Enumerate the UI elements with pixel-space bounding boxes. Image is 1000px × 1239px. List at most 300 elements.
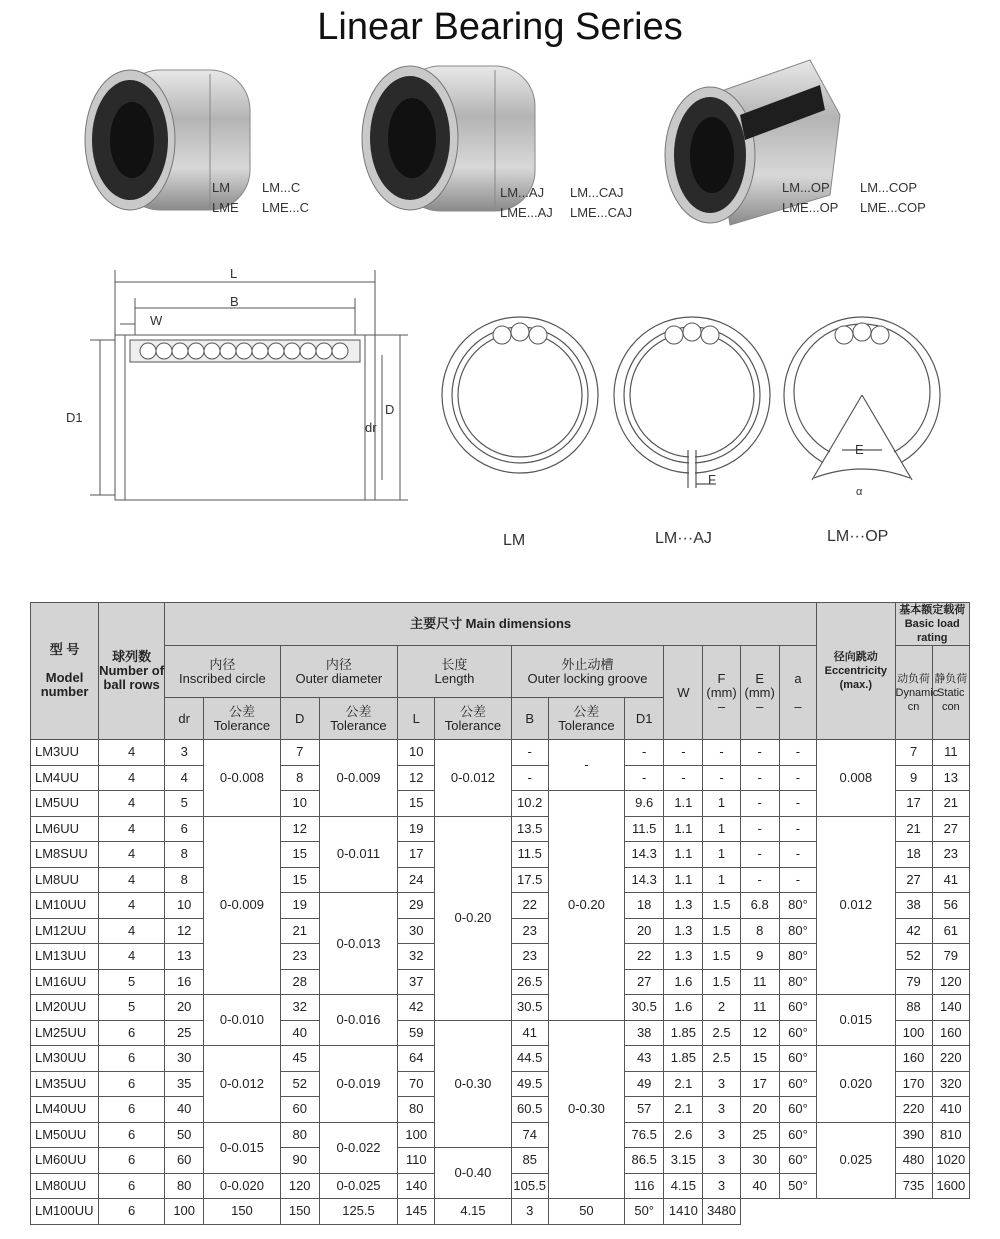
static-load-cell: 79	[932, 944, 969, 970]
dr-cell: 60	[165, 1148, 204, 1174]
eccentricity-cell: 0.020	[817, 1046, 895, 1123]
dynamic-load-cell: 735	[895, 1173, 932, 1199]
model-cell: LM10UU	[31, 893, 99, 919]
dr-cell: 13	[165, 944, 204, 970]
l-cell: 15	[398, 791, 435, 817]
eccentricity-cell: 0.025	[817, 1122, 895, 1199]
b-cell: 13.5	[511, 816, 548, 842]
static-load-cell: 120	[932, 969, 969, 995]
static-load-cell: 1600	[932, 1173, 969, 1199]
a-cell: 60°	[779, 1020, 816, 1046]
header-outer: 内径 Outer diameter	[280, 646, 398, 698]
d1-cell: 76.5	[625, 1122, 664, 1148]
cross-section-lm-aj	[612, 310, 772, 500]
d1-cell: 22	[625, 944, 664, 970]
e-cell: 15	[740, 1046, 779, 1072]
d1-cell: 145	[398, 1199, 435, 1225]
l-cell: 42	[398, 995, 435, 1021]
l-cell: 64	[398, 1046, 435, 1072]
header-a: a –	[779, 646, 816, 740]
d1-cell: 43	[625, 1046, 664, 1072]
eccentricity-cell: 0.015	[817, 995, 895, 1046]
a-cell: 60°	[779, 1148, 816, 1174]
d-cell: 7	[280, 740, 319, 766]
d1-cell: 14.3	[625, 842, 664, 868]
d-tolerance-cell: 0-0.011	[319, 816, 397, 893]
e-cell: -	[740, 842, 779, 868]
dr-cell: 100	[165, 1199, 204, 1225]
b-cell: 23	[511, 918, 548, 944]
e-cell: -	[740, 867, 779, 893]
d-cell: 32	[280, 995, 319, 1021]
static-load-cell: 810	[932, 1122, 969, 1148]
dim-label-dr: dr	[365, 420, 377, 435]
d-cell: 45	[280, 1046, 319, 1072]
dynamic-load-cell: 52	[895, 944, 932, 970]
caption-lm-op: LM···OP	[827, 528, 889, 545]
header-l-tol: 公差 Tolerance	[435, 698, 511, 740]
f-cell: 1	[703, 816, 740, 842]
header-load-rating: 基本额定载荷 Basic load rating	[895, 603, 970, 646]
w-cell: 1.1	[664, 791, 703, 817]
dr-cell: 10	[165, 893, 204, 919]
f-cell: 3	[703, 1148, 740, 1174]
header-groove: 外止动槽 Outer locking groove	[511, 646, 664, 698]
photo2-label-row1: LM...AJ	[500, 185, 545, 200]
e-cell: 50	[548, 1199, 624, 1225]
eccentricity-cell: 0.008	[817, 740, 895, 817]
d-cell: 52	[280, 1071, 319, 1097]
d-cell: 80	[280, 1122, 319, 1148]
f-cell: 1	[703, 791, 740, 817]
dynamic-load-cell: 38	[895, 893, 932, 919]
w-cell: 1.1	[664, 842, 703, 868]
d1-cell: -	[625, 765, 664, 791]
photo2-label-row2b: LME...CAJ	[570, 205, 633, 220]
l-tolerance-cell: 0-0.40	[435, 1148, 511, 1199]
e-cell: 12	[740, 1020, 779, 1046]
l-cell: 80	[398, 1097, 435, 1123]
model-cell: LM16UU	[31, 969, 99, 995]
d-cell: 8	[280, 765, 319, 791]
w-cell: 4.15	[435, 1199, 511, 1225]
e-cell: 11	[740, 995, 779, 1021]
a-cell: -	[779, 740, 816, 766]
d1-cell: 9.6	[625, 791, 664, 817]
d-cell: 28	[280, 969, 319, 995]
w-cell: 1.3	[664, 918, 703, 944]
d-cell: 90	[280, 1148, 319, 1174]
model-cell: LM8UU	[31, 867, 99, 893]
f-cell: 1	[703, 842, 740, 868]
l-cell: 30	[398, 918, 435, 944]
model-cell: LM3UU	[31, 740, 99, 766]
l-tolerance-cell: 0-0.30	[435, 1020, 511, 1148]
ball-rows-cell: 4	[99, 842, 165, 868]
b-tolerance-cell: 0-0.30	[548, 1020, 624, 1199]
a-cell: -	[779, 816, 816, 842]
dr-cell: 6	[165, 816, 204, 842]
e-cell: 40	[740, 1173, 779, 1199]
d-tolerance-cell: 0-0.013	[319, 893, 397, 995]
photo1-label-row1: LM	[212, 180, 231, 195]
w-cell: 1.1	[664, 867, 703, 893]
l-cell: 17	[398, 842, 435, 868]
dr-tolerance-cell: 0-0.020	[204, 1173, 280, 1199]
ball-rows-cell: 6	[99, 1122, 165, 1148]
w-cell: 2.1	[664, 1071, 703, 1097]
l-cell: 59	[398, 1020, 435, 1046]
a-cell: 80°	[779, 893, 816, 919]
header-length: 长度 Length	[398, 646, 511, 698]
dr-tolerance-cell: 0-0.009	[204, 816, 280, 995]
header-static: 静负荷 Static con	[932, 646, 969, 740]
b-cell: 105.5	[511, 1173, 548, 1199]
table-row	[31, 740, 970, 766]
f-cell: 3	[703, 1173, 740, 1199]
d-cell: 15	[280, 842, 319, 868]
f-cell: -	[703, 765, 740, 791]
dim-label-alpha: α	[856, 486, 863, 498]
w-cell: -	[664, 765, 703, 791]
header-dynamic: 动负荷 Dynamic cn	[895, 646, 932, 740]
dynamic-load-cell: 100	[895, 1020, 932, 1046]
d-cell: 120	[280, 1173, 319, 1199]
w-cell: -	[664, 740, 703, 766]
photo3-label-row2b: LME...COP	[860, 200, 926, 215]
dim-label-d: D	[385, 402, 395, 417]
w-cell: 1.85	[664, 1046, 703, 1072]
header-main-dimensions: 主要尺寸 Main dimensions	[165, 603, 817, 646]
ball-rows-cell: 6	[99, 1046, 165, 1072]
ball-rows-cell: 6	[99, 1148, 165, 1174]
model-cell: LM8SUU	[31, 842, 99, 868]
dynamic-load-cell: 220	[895, 1097, 932, 1123]
b-cell: 17.5	[511, 867, 548, 893]
table-row	[31, 1199, 970, 1225]
d1-cell: 27	[625, 969, 664, 995]
dr-cell: 12	[165, 918, 204, 944]
spec-table-head	[31, 603, 970, 740]
header-w: W	[664, 646, 703, 740]
spec-table-body	[31, 740, 970, 1225]
photo1-label-row1b: LM...C	[262, 180, 301, 195]
ball-rows-cell: 6	[99, 1071, 165, 1097]
a-cell: 80°	[779, 918, 816, 944]
l-tolerance-cell: 0-0.20	[435, 816, 511, 1020]
f-cell: 1	[703, 867, 740, 893]
static-load-cell: 41	[932, 867, 969, 893]
f-cell: 3	[511, 1199, 548, 1225]
l-cell: 10	[398, 740, 435, 766]
model-cell: LM80UU	[31, 1173, 99, 1199]
header-f: F (mm) –	[703, 646, 740, 740]
b-cell: 44.5	[511, 1046, 548, 1072]
spec-table	[30, 602, 970, 1225]
d-cell: 60	[280, 1097, 319, 1123]
model-cell: LM6UU	[31, 816, 99, 842]
dynamic-load-cell: 21	[895, 816, 932, 842]
d-tolerance-cell: 0-0.009	[319, 740, 397, 817]
e-cell: 30	[740, 1148, 779, 1174]
header-e: E (mm) –	[740, 646, 779, 740]
dim-label-f: F	[708, 472, 716, 487]
l-cell: 19	[398, 816, 435, 842]
static-load-cell: 1020	[932, 1148, 969, 1174]
dim-label-e: E	[855, 442, 864, 457]
w-cell: 1.3	[664, 944, 703, 970]
a-cell: 60°	[779, 995, 816, 1021]
l-cell: 32	[398, 944, 435, 970]
dr-tolerance-cell: 0-0.012	[204, 1046, 280, 1123]
dynamic-load-cell: 9	[895, 765, 932, 791]
e-cell: -	[740, 740, 779, 766]
page-title: Linear Bearing Series	[317, 6, 683, 48]
dynamic-load-cell: 170	[895, 1071, 932, 1097]
d1-cell: 57	[625, 1097, 664, 1123]
header-d: D	[280, 698, 319, 740]
l-tolerance-cell: 0-0.012	[435, 740, 511, 817]
photo3-label-row2: LME...OP	[782, 200, 839, 215]
d-tolerance-cell: 0-0.019	[319, 1046, 397, 1123]
w-cell: 1.6	[664, 969, 703, 995]
static-load-cell: 13	[932, 765, 969, 791]
header-inscribed: 内径 Inscribed circle	[165, 646, 281, 698]
dr-cell: 3	[165, 740, 204, 766]
photo2-label-row1b: LM...CAJ	[570, 185, 624, 200]
caption-lm: LM	[503, 532, 526, 549]
a-cell: 60°	[779, 1071, 816, 1097]
b-cell: -	[511, 765, 548, 791]
static-load-cell: 23	[932, 842, 969, 868]
caption-lm-aj: LM···AJ	[655, 530, 712, 547]
dynamic-load-cell: 42	[895, 918, 932, 944]
ball-rows-cell: 6	[99, 1173, 165, 1199]
static-load-cell: 27	[932, 816, 969, 842]
f-cell: 3	[703, 1071, 740, 1097]
ball-rows-cell: 4	[99, 893, 165, 919]
d-cell: 19	[280, 893, 319, 919]
w-cell: 1.3	[664, 893, 703, 919]
d-cell: 40	[280, 1020, 319, 1046]
a-cell: 60°	[779, 1097, 816, 1123]
dr-tolerance-cell: 0-0.008	[204, 740, 280, 817]
w-cell: 1.1	[664, 816, 703, 842]
w-cell: 2.1	[664, 1097, 703, 1123]
l-cell: 37	[398, 969, 435, 995]
dr-tolerance-cell: 0-0.010	[204, 995, 280, 1046]
ball-rows-cell: 4	[99, 944, 165, 970]
d1-cell: 38	[625, 1020, 664, 1046]
static-load-cell: 410	[932, 1097, 969, 1123]
dr-cell: 25	[165, 1020, 204, 1046]
b-cell: 10.2	[511, 791, 548, 817]
e-cell: -	[740, 791, 779, 817]
e-cell: 9	[740, 944, 779, 970]
dynamic-load-cell: 27	[895, 867, 932, 893]
f-cell: 3	[703, 1097, 740, 1123]
e-cell: 6.8	[740, 893, 779, 919]
e-cell: 17	[740, 1071, 779, 1097]
dynamic-load-cell: 17	[895, 791, 932, 817]
l-cell: 140	[398, 1173, 435, 1199]
b-cell: 41	[511, 1020, 548, 1046]
a-cell: -	[779, 867, 816, 893]
ball-rows-cell: 4	[99, 765, 165, 791]
ball-rows-cell: 6	[99, 1199, 165, 1225]
d1-cell: 14.3	[625, 867, 664, 893]
dynamic-load-cell: 88	[895, 995, 932, 1021]
d1-cell: 30.5	[625, 995, 664, 1021]
b-cell: 125.5	[319, 1199, 397, 1225]
header-dr-tol: 公差 Tolerance	[204, 698, 280, 740]
f-cell: 1.5	[703, 893, 740, 919]
d-tolerance-cell: 0-0.016	[319, 995, 397, 1046]
f-cell: 1.5	[703, 969, 740, 995]
b-cell: 49.5	[511, 1071, 548, 1097]
a-cell: 60°	[779, 1046, 816, 1072]
dim-label-l: L	[230, 266, 238, 281]
d-cell: 15	[280, 867, 319, 893]
b-cell: 11.5	[511, 842, 548, 868]
model-cell: LM100UU	[31, 1199, 99, 1225]
ball-rows-cell: 6	[99, 1097, 165, 1123]
dr-cell: 80	[165, 1173, 204, 1199]
d1-cell: 49	[625, 1071, 664, 1097]
l-cell: 150	[280, 1199, 319, 1225]
a-cell: 80°	[779, 969, 816, 995]
b-cell: 60.5	[511, 1097, 548, 1123]
static-load-cell: 21	[932, 791, 969, 817]
f-cell: 1.5	[703, 918, 740, 944]
photo3-label-row1: LM...OP	[782, 180, 830, 195]
b-cell: 23	[511, 944, 548, 970]
static-load-cell: 61	[932, 918, 969, 944]
w-cell: 3.15	[664, 1148, 703, 1174]
d1-cell: 116	[625, 1173, 664, 1199]
header-dr: dr	[165, 698, 204, 740]
header-b: B	[511, 698, 548, 740]
b-cell: 74	[511, 1122, 548, 1148]
f-cell: 1.5	[703, 944, 740, 970]
photo1-label-row2b: LME...C	[262, 200, 309, 215]
model-cell: LM13UU	[31, 944, 99, 970]
d-cell: 10	[280, 791, 319, 817]
d-cell: 12	[280, 816, 319, 842]
header-b-tol: 公差 Tolerance	[548, 698, 624, 740]
header-eccentricity: 径向跳动 Eccentricity (max.)	[817, 603, 895, 740]
model-cell: LM35UU	[31, 1071, 99, 1097]
e-cell: -	[740, 765, 779, 791]
dr-cell: 8	[165, 842, 204, 868]
a-cell: 80°	[779, 944, 816, 970]
b-cell: 26.5	[511, 969, 548, 995]
dynamic-load-cell: 1410	[664, 1199, 703, 1225]
d-cell: 23	[280, 944, 319, 970]
photo3-label-row1b: LM...COP	[860, 180, 918, 195]
header-d-tol: 公差 Tolerance	[319, 698, 397, 740]
ball-rows-cell: 4	[99, 867, 165, 893]
header-l: L	[398, 698, 435, 740]
bearing-photo-lm	[70, 60, 270, 230]
dim-label-b: B	[230, 294, 239, 309]
f-cell: 3	[703, 1122, 740, 1148]
static-load-cell: 56	[932, 893, 969, 919]
b-cell: 22	[511, 893, 548, 919]
e-cell: 11	[740, 969, 779, 995]
d-cell: 21	[280, 918, 319, 944]
ball-rows-cell: 6	[99, 1020, 165, 1046]
dr-cell: 8	[165, 867, 204, 893]
header-ball-rows: 球列数 Number of ball rows	[99, 603, 165, 740]
e-cell: -	[740, 816, 779, 842]
cross-section-lm	[440, 310, 600, 480]
photo2-label-row2: LME...AJ	[500, 205, 553, 220]
model-cell: LM5UU	[31, 791, 99, 817]
dim-label-d1: D1	[66, 410, 83, 425]
e-cell: 25	[740, 1122, 779, 1148]
ball-rows-cell: 4	[99, 791, 165, 817]
f-cell: 2.5	[703, 1020, 740, 1046]
model-cell: LM4UU	[31, 765, 99, 791]
b-tolerance-cell: 0-0.20	[548, 791, 624, 1021]
l-cell: 110	[398, 1148, 435, 1174]
ball-rows-cell: 5	[99, 969, 165, 995]
dim-label-w: W	[150, 313, 163, 328]
b-cell: -	[511, 740, 548, 766]
static-load-cell: 140	[932, 995, 969, 1021]
model-cell: LM30UU	[31, 1046, 99, 1072]
cross-section-lm-op	[782, 310, 942, 500]
d-tolerance-cell: 0-0.025	[319, 1173, 397, 1199]
f-cell: 2.5	[703, 1046, 740, 1072]
dr-cell: 35	[165, 1071, 204, 1097]
e-cell: 20	[740, 1097, 779, 1123]
bearing-section-drawing	[60, 260, 420, 520]
l-cell: 29	[398, 893, 435, 919]
dynamic-load-cell: 480	[895, 1148, 932, 1174]
header-d1: D1	[625, 698, 664, 740]
static-load-cell: 11	[932, 740, 969, 766]
model-cell: LM60UU	[31, 1148, 99, 1174]
model-cell: LM20UU	[31, 995, 99, 1021]
static-load-cell: 3480	[703, 1199, 740, 1225]
e-cell: 8	[740, 918, 779, 944]
w-cell: 2.6	[664, 1122, 703, 1148]
eccentricity-cell: 0.012	[817, 816, 895, 995]
a-cell: 60°	[779, 1122, 816, 1148]
model-cell: LM40UU	[31, 1097, 99, 1123]
d1-cell: 20	[625, 918, 664, 944]
dr-tolerance-cell: 0-0.015	[204, 1122, 280, 1173]
spec-table-wrapper	[30, 602, 970, 1225]
l-cell: 24	[398, 867, 435, 893]
model-cell: LM25UU	[31, 1020, 99, 1046]
l-cell: 12	[398, 765, 435, 791]
d-cell: 150	[204, 1199, 280, 1225]
dr-cell: 5	[165, 791, 204, 817]
model-cell: LM50UU	[31, 1122, 99, 1148]
dr-cell: 16	[165, 969, 204, 995]
w-cell: 1.85	[664, 1020, 703, 1046]
ball-rows-cell: 4	[99, 816, 165, 842]
dynamic-load-cell: 7	[895, 740, 932, 766]
dr-cell: 50	[165, 1122, 204, 1148]
model-cell: LM12UU	[31, 918, 99, 944]
f-cell: -	[703, 740, 740, 766]
photo1-label-row2: LME	[212, 200, 239, 215]
l-cell: 70	[398, 1071, 435, 1097]
